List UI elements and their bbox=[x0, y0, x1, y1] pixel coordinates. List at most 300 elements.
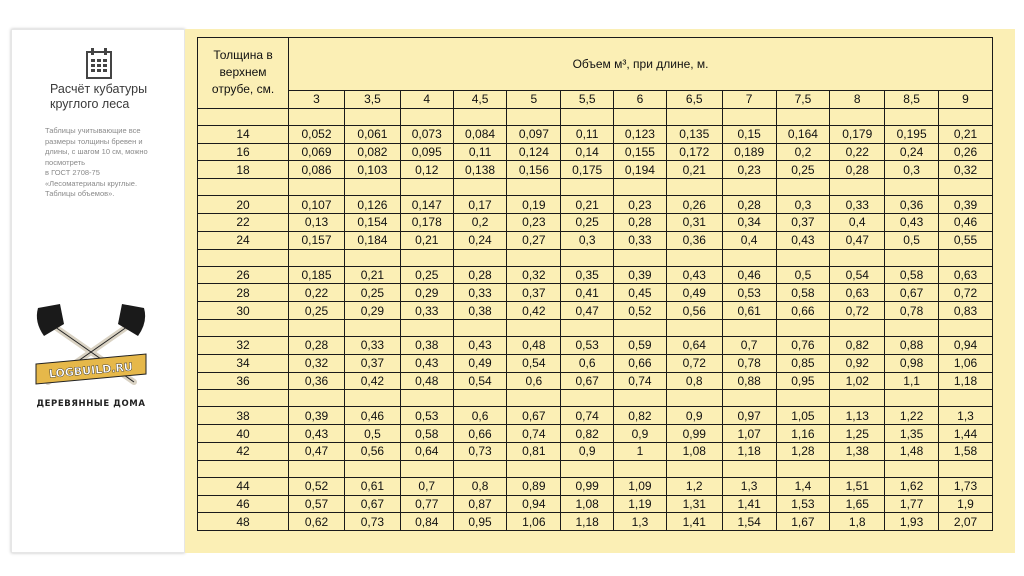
volume-cell: 0,97 bbox=[722, 407, 776, 425]
volume-cell: 0,38 bbox=[453, 302, 507, 320]
empty-cell bbox=[198, 390, 289, 407]
volume-cell: 0,195 bbox=[885, 125, 939, 143]
length-header-row bbox=[198, 91, 993, 109]
empty-cell bbox=[614, 319, 667, 336]
volume-cell: 0,33 bbox=[344, 336, 400, 354]
length-header: 3 bbox=[289, 91, 345, 109]
volume-cell: 0,157 bbox=[289, 231, 345, 249]
volume-cell: 0,94 bbox=[939, 336, 993, 354]
volume-cell: 0,189 bbox=[722, 143, 776, 161]
empty-cell bbox=[830, 108, 885, 125]
empty-cell bbox=[400, 390, 453, 407]
empty-cell bbox=[344, 460, 400, 477]
empty-cell bbox=[776, 249, 830, 266]
table-row bbox=[198, 336, 993, 354]
volume-cell: 0,58 bbox=[776, 284, 830, 302]
volume-cell: 0,82 bbox=[561, 425, 614, 443]
sidebar bbox=[11, 29, 185, 553]
empty-cell bbox=[885, 108, 939, 125]
volume-cell: 1,38 bbox=[830, 442, 885, 460]
volume-cell: 0,11 bbox=[561, 125, 614, 143]
empty-cell bbox=[289, 319, 345, 336]
group-spacer-row bbox=[198, 460, 993, 477]
empty-cell bbox=[561, 390, 614, 407]
empty-cell bbox=[453, 249, 507, 266]
length-header: 5,5 bbox=[561, 91, 614, 109]
volume-cell: 0,26 bbox=[666, 196, 722, 214]
volume-cell: 0,42 bbox=[507, 302, 561, 320]
volume-cell: 0,25 bbox=[344, 284, 400, 302]
empty-cell bbox=[289, 108, 345, 125]
volume-cell: 0,95 bbox=[453, 513, 507, 531]
volume-cell: 1,48 bbox=[885, 442, 939, 460]
table-row bbox=[198, 425, 993, 443]
thickness-cell: 24 bbox=[198, 231, 289, 249]
volume-cell: 0,57 bbox=[289, 495, 345, 513]
volume-cell: 0,23 bbox=[722, 161, 776, 179]
empty-cell bbox=[666, 108, 722, 125]
description-line: в ГОСТ 2708-75 bbox=[45, 168, 100, 177]
volume-cell: 0,175 bbox=[561, 161, 614, 179]
volume-cell: 1,07 bbox=[722, 425, 776, 443]
volume-cell: 0,32 bbox=[289, 354, 345, 372]
volume-cell: 1,67 bbox=[776, 513, 830, 531]
volume-cell: 0,7 bbox=[722, 336, 776, 354]
volume-cell: 0,6 bbox=[507, 372, 561, 390]
empty-cell bbox=[666, 460, 722, 477]
thickness-cell: 38 bbox=[198, 407, 289, 425]
volume-cell: 0,37 bbox=[776, 213, 830, 231]
group-spacer-row bbox=[198, 179, 993, 196]
empty-cell bbox=[507, 108, 561, 125]
empty-cell bbox=[939, 179, 993, 196]
empty-cell bbox=[776, 460, 830, 477]
volume-cell: 0,22 bbox=[289, 284, 345, 302]
volume-cell: 0,103 bbox=[344, 161, 400, 179]
volume-cell: 0,81 bbox=[507, 442, 561, 460]
empty-cell bbox=[453, 319, 507, 336]
empty-cell bbox=[400, 319, 453, 336]
volume-cell: 0,38 bbox=[400, 336, 453, 354]
volume-cell: 0,155 bbox=[614, 143, 667, 161]
volume-cell: 1,19 bbox=[614, 495, 667, 513]
empty-cell bbox=[722, 249, 776, 266]
volume-cell: 0,13 bbox=[289, 213, 345, 231]
volume-cell: 1,02 bbox=[830, 372, 885, 390]
volume-cell: 0,4 bbox=[830, 213, 885, 231]
volume-cell: 0,184 bbox=[344, 231, 400, 249]
empty-cell bbox=[289, 390, 345, 407]
volume-cell: 0,34 bbox=[722, 213, 776, 231]
empty-cell bbox=[614, 390, 667, 407]
volume-cell: 0,88 bbox=[885, 336, 939, 354]
volume-cell: 0,56 bbox=[344, 442, 400, 460]
volume-cell: 0,33 bbox=[400, 302, 453, 320]
thickness-cell: 34 bbox=[198, 354, 289, 372]
volume-cell: 0,66 bbox=[453, 425, 507, 443]
volume-cell: 0,73 bbox=[344, 513, 400, 531]
thickness-cell: 20 bbox=[198, 196, 289, 214]
thickness-cell: 28 bbox=[198, 284, 289, 302]
volume-cell: 1 bbox=[614, 442, 667, 460]
volume-cell: 0,48 bbox=[507, 336, 561, 354]
volume-cell: 0,3 bbox=[776, 196, 830, 214]
volume-cell: 0,92 bbox=[830, 354, 885, 372]
volume-cell: 0,89 bbox=[507, 477, 561, 495]
volume-cell: 1,08 bbox=[561, 495, 614, 513]
sidebar-title: Расчёт кубатуры круглого леса bbox=[50, 82, 148, 111]
empty-cell bbox=[453, 179, 507, 196]
volume-cell: 0,28 bbox=[830, 161, 885, 179]
volume-cell: 0,7 bbox=[400, 477, 453, 495]
volume-cell: 0,28 bbox=[453, 266, 507, 284]
volume-cell: 0,42 bbox=[344, 372, 400, 390]
volume-cell: 0,43 bbox=[289, 425, 345, 443]
empty-cell bbox=[939, 108, 993, 125]
volume-cell: 1,4 bbox=[776, 477, 830, 495]
volume-cell: 0,37 bbox=[344, 354, 400, 372]
volume-cell: 0,83 bbox=[939, 302, 993, 320]
empty-cell bbox=[289, 249, 345, 266]
volume-cell: 0,67 bbox=[344, 495, 400, 513]
empty-cell bbox=[614, 108, 667, 125]
volume-cell: 1,18 bbox=[939, 372, 993, 390]
volume-cell: 0,172 bbox=[666, 143, 722, 161]
volume-cell: 0,74 bbox=[561, 407, 614, 425]
volume-cell: 0,124 bbox=[507, 143, 561, 161]
table-row bbox=[198, 143, 993, 161]
volume-cell: 1,06 bbox=[507, 513, 561, 531]
volume-cell: 0,54 bbox=[453, 372, 507, 390]
volume-cell: 0,164 bbox=[776, 125, 830, 143]
table-row bbox=[198, 354, 993, 372]
empty-cell bbox=[885, 390, 939, 407]
volume-cell: 0,073 bbox=[400, 125, 453, 143]
empty-cell bbox=[289, 179, 345, 196]
volume-cell: 0,31 bbox=[666, 213, 722, 231]
volume-cell: 0,74 bbox=[507, 425, 561, 443]
volume-cell: 0,47 bbox=[561, 302, 614, 320]
volume-cell: 0,6 bbox=[453, 407, 507, 425]
volume-cell: 0,43 bbox=[453, 336, 507, 354]
volume-cell: 1,3 bbox=[722, 477, 776, 495]
empty-cell bbox=[722, 390, 776, 407]
volume-cell: 0,179 bbox=[830, 125, 885, 143]
thickness-cell: 30 bbox=[198, 302, 289, 320]
volume-cell: 0,88 bbox=[722, 372, 776, 390]
volume-cell: 0,63 bbox=[830, 284, 885, 302]
length-header: 3,5 bbox=[344, 91, 400, 109]
volume-cell: 0,48 bbox=[400, 372, 453, 390]
volume-cell: 0,33 bbox=[453, 284, 507, 302]
volume-cell: 0,35 bbox=[561, 266, 614, 284]
volume-cell: 0,36 bbox=[885, 196, 939, 214]
volume-cell: 0,47 bbox=[289, 442, 345, 460]
volume-cell: 0,43 bbox=[885, 213, 939, 231]
volume-cell: 0,47 bbox=[830, 231, 885, 249]
table-row bbox=[198, 442, 993, 460]
empty-cell bbox=[400, 108, 453, 125]
volume-cell: 0,61 bbox=[344, 477, 400, 495]
length-header: 6 bbox=[614, 91, 667, 109]
table-row bbox=[198, 196, 993, 214]
thickness-cell: 44 bbox=[198, 477, 289, 495]
volume-cell: 0,46 bbox=[722, 266, 776, 284]
length-header: 4 bbox=[400, 91, 453, 109]
group-spacer-row bbox=[198, 390, 993, 407]
volume-cell: 0,082 bbox=[344, 143, 400, 161]
volume-cell: 0,85 bbox=[776, 354, 830, 372]
length-header: 8 bbox=[830, 91, 885, 109]
volume-cell: 1,2 bbox=[666, 477, 722, 495]
group-spacer-row bbox=[198, 319, 993, 336]
volume-cell: 0,4 bbox=[722, 231, 776, 249]
empty-cell bbox=[885, 460, 939, 477]
volume-cell: 0,21 bbox=[561, 196, 614, 214]
description-line: Таблицы объемов». bbox=[45, 189, 115, 198]
volume-cell: 1,35 bbox=[885, 425, 939, 443]
volume-cell: 0,82 bbox=[614, 407, 667, 425]
volume-cell: 0,95 bbox=[776, 372, 830, 390]
volume-cell: 0,53 bbox=[561, 336, 614, 354]
empty-cell bbox=[198, 249, 289, 266]
thickness-cell: 16 bbox=[198, 143, 289, 161]
table-row bbox=[198, 513, 993, 531]
volume-cell: 0,32 bbox=[939, 161, 993, 179]
volume-cell: 1,1 bbox=[885, 372, 939, 390]
volume-cell: 0,54 bbox=[507, 354, 561, 372]
volume-cell: 0,28 bbox=[614, 213, 667, 231]
empty-cell bbox=[885, 319, 939, 336]
thickness-cell: 32 bbox=[198, 336, 289, 354]
volume-cell: 0,2 bbox=[453, 213, 507, 231]
volume-cell: 0,126 bbox=[344, 196, 400, 214]
length-header: 7 bbox=[722, 91, 776, 109]
volume-cell: 0,25 bbox=[400, 266, 453, 284]
volume-cell: 1,25 bbox=[830, 425, 885, 443]
thickness-cell: 40 bbox=[198, 425, 289, 443]
volume-cell: 1,9 bbox=[939, 495, 993, 513]
volume-cell: 0,3 bbox=[561, 231, 614, 249]
volume-cell: 0,23 bbox=[614, 196, 667, 214]
volume-cell: 1,31 bbox=[666, 495, 722, 513]
group-spacer-row bbox=[198, 249, 993, 266]
empty-cell bbox=[561, 460, 614, 477]
volume-cell: 0,62 bbox=[289, 513, 345, 531]
empty-cell bbox=[666, 319, 722, 336]
volume-cell: 0,107 bbox=[289, 196, 345, 214]
table-row bbox=[198, 213, 993, 231]
empty-cell bbox=[830, 460, 885, 477]
empty-cell bbox=[507, 390, 561, 407]
empty-cell bbox=[198, 179, 289, 196]
empty-cell bbox=[507, 460, 561, 477]
volume-cell: 0,2 bbox=[776, 143, 830, 161]
thickness-cell: 42 bbox=[198, 442, 289, 460]
thickness-header: Толщина в верхнем отрубе, см. bbox=[198, 38, 289, 109]
description-line: размеры толщины бревен и bbox=[45, 136, 143, 146]
volume-cell: 0,64 bbox=[400, 442, 453, 460]
volume-cell: 0,21 bbox=[939, 125, 993, 143]
volume-cell: 0,052 bbox=[289, 125, 345, 143]
volume-cell: 0,28 bbox=[722, 196, 776, 214]
volume-cell: 0,74 bbox=[614, 372, 667, 390]
volume-cell: 1,13 bbox=[830, 407, 885, 425]
volume-cell: 0,25 bbox=[561, 213, 614, 231]
empty-cell bbox=[561, 249, 614, 266]
volume-cell: 0,25 bbox=[289, 302, 345, 320]
volume-cell: 0,39 bbox=[289, 407, 345, 425]
empty-cell bbox=[776, 108, 830, 125]
volume-cell: 0,72 bbox=[666, 354, 722, 372]
volume-cell: 1,09 bbox=[614, 477, 667, 495]
volume-cell: 1,62 bbox=[885, 477, 939, 495]
volume-cell: 0,069 bbox=[289, 143, 345, 161]
thickness-cell: 26 bbox=[198, 266, 289, 284]
empty-cell bbox=[830, 179, 885, 196]
volume-cell: 0,29 bbox=[344, 302, 400, 320]
thickness-cell: 22 bbox=[198, 213, 289, 231]
sidebar-description bbox=[45, 126, 183, 200]
empty-cell bbox=[666, 179, 722, 196]
description-line: Таблицы учитывающие все bbox=[45, 126, 141, 135]
volume-cell: 0,147 bbox=[400, 196, 453, 214]
volume-header: Объем м³, при длине, м. bbox=[289, 38, 993, 91]
table-row bbox=[198, 302, 993, 320]
volume-cell: 1,73 bbox=[939, 477, 993, 495]
volume-cell: 1,53 bbox=[776, 495, 830, 513]
volume-cell: 0,52 bbox=[614, 302, 667, 320]
volume-cell: 0,21 bbox=[400, 231, 453, 249]
volume-cell: 0,154 bbox=[344, 213, 400, 231]
volume-cell: 0,49 bbox=[666, 284, 722, 302]
table-row bbox=[198, 161, 993, 179]
empty-cell bbox=[939, 319, 993, 336]
volume-cell: 1,93 bbox=[885, 513, 939, 531]
volume-cell: 0,086 bbox=[289, 161, 345, 179]
volume-cell: 1,54 bbox=[722, 513, 776, 531]
volume-cell: 0,9 bbox=[561, 442, 614, 460]
empty-cell bbox=[453, 390, 507, 407]
volume-cell: 0,28 bbox=[289, 336, 345, 354]
volume-cell: 1,22 bbox=[885, 407, 939, 425]
volume-cell: 0,21 bbox=[666, 161, 722, 179]
empty-cell bbox=[939, 249, 993, 266]
volume-cell: 0,185 bbox=[289, 266, 345, 284]
volume-cell: 0,156 bbox=[507, 161, 561, 179]
volume-cell: 1,18 bbox=[561, 513, 614, 531]
empty-cell bbox=[344, 108, 400, 125]
empty-cell bbox=[453, 108, 507, 125]
volume-cell: 0,29 bbox=[400, 284, 453, 302]
empty-cell bbox=[722, 319, 776, 336]
volume-cell: 0,194 bbox=[614, 161, 667, 179]
volume-cell: 0,49 bbox=[453, 354, 507, 372]
volume-cell: 0,41 bbox=[561, 284, 614, 302]
length-header: 9 bbox=[939, 91, 993, 109]
volume-cell: 0,98 bbox=[885, 354, 939, 372]
empty-cell bbox=[507, 179, 561, 196]
empty-cell bbox=[776, 179, 830, 196]
crossed-axes-logo bbox=[30, 302, 152, 414]
empty-cell bbox=[666, 249, 722, 266]
volume-cell: 0,24 bbox=[885, 143, 939, 161]
volume-cell: 1,06 bbox=[939, 354, 993, 372]
volume-cell: 0,22 bbox=[830, 143, 885, 161]
volume-cell: 0,24 bbox=[453, 231, 507, 249]
volume-cell: 0,63 bbox=[939, 266, 993, 284]
volume-cell: 0,84 bbox=[400, 513, 453, 531]
empty-cell bbox=[198, 460, 289, 477]
volume-cell: 0,78 bbox=[885, 302, 939, 320]
empty-cell bbox=[507, 249, 561, 266]
volume-cell: 0,21 bbox=[344, 266, 400, 284]
volume-cell: 2,07 bbox=[939, 513, 993, 531]
volume-cell: 1,65 bbox=[830, 495, 885, 513]
empty-cell bbox=[198, 108, 289, 125]
empty-cell bbox=[614, 179, 667, 196]
volume-cell: 0,53 bbox=[400, 407, 453, 425]
volume-cell: 0,33 bbox=[830, 196, 885, 214]
volume-cell: 1,16 bbox=[776, 425, 830, 443]
volume-cell: 0,135 bbox=[666, 125, 722, 143]
volume-cell: 0,94 bbox=[507, 495, 561, 513]
table-row bbox=[198, 284, 993, 302]
description-line: длины, с шагом 10 см, можно bbox=[45, 147, 148, 156]
thickness-cell: 14 bbox=[198, 125, 289, 143]
volume-cell: 0,43 bbox=[400, 354, 453, 372]
volume-cell: 0,12 bbox=[400, 161, 453, 179]
thickness-cell: 48 bbox=[198, 513, 289, 531]
empty-cell bbox=[939, 460, 993, 477]
length-header: 6,5 bbox=[666, 91, 722, 109]
volume-cell: 0,56 bbox=[666, 302, 722, 320]
volume-cell: 0,138 bbox=[453, 161, 507, 179]
empty-cell bbox=[289, 460, 345, 477]
volume-cell: 0,26 bbox=[939, 143, 993, 161]
volume-cell: 1,05 bbox=[776, 407, 830, 425]
volume-cell: 0,32 bbox=[507, 266, 561, 284]
empty-cell bbox=[507, 319, 561, 336]
volume-cell: 0,58 bbox=[400, 425, 453, 443]
empty-cell bbox=[885, 179, 939, 196]
volume-cell: 0,37 bbox=[507, 284, 561, 302]
volume-cell: 1,28 bbox=[776, 442, 830, 460]
volume-cell: 0,23 bbox=[507, 213, 561, 231]
empty-cell bbox=[830, 390, 885, 407]
volume-cell: 0,76 bbox=[776, 336, 830, 354]
thickness-cell: 46 bbox=[198, 495, 289, 513]
description-line: посмотреть bbox=[45, 157, 86, 167]
volume-cell: 0,43 bbox=[666, 266, 722, 284]
volume-cell: 0,5 bbox=[344, 425, 400, 443]
volume-cell: 0,43 bbox=[776, 231, 830, 249]
volume-cell: 0,82 bbox=[830, 336, 885, 354]
volume-cell: 0,53 bbox=[722, 284, 776, 302]
volume-cell: 0,3 bbox=[885, 161, 939, 179]
volume-cell: 0,8 bbox=[666, 372, 722, 390]
empty-cell bbox=[344, 249, 400, 266]
volume-cell: 0,14 bbox=[561, 143, 614, 161]
volume-cell: 0,9 bbox=[614, 425, 667, 443]
volume-cell: 1,3 bbox=[614, 513, 667, 531]
volume-cell: 1,18 bbox=[722, 442, 776, 460]
volume-cell: 1,41 bbox=[666, 513, 722, 531]
volume-cell: 1,3 bbox=[939, 407, 993, 425]
calculator-icon bbox=[81, 47, 117, 81]
length-header: 5 bbox=[507, 91, 561, 109]
empty-cell bbox=[614, 249, 667, 266]
